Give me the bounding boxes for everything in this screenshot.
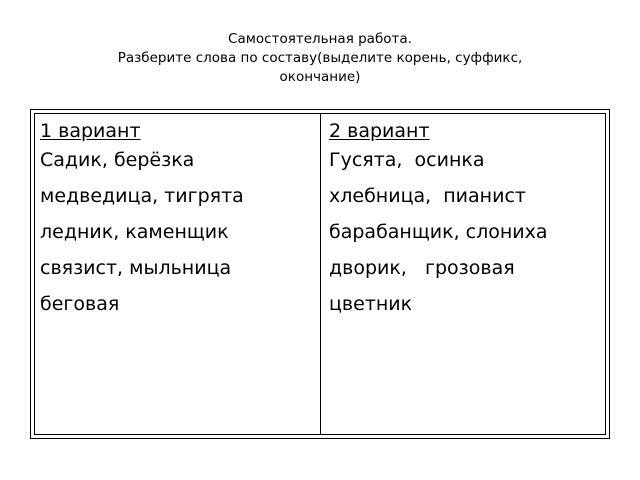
variant-2-title: 2 вариант bbox=[329, 120, 430, 142]
assignment-heading bbox=[0, 30, 640, 87]
heading-line-instruction-cont: окончание) bbox=[279, 69, 361, 85]
heading-line-title: Самостоятельная работа. bbox=[228, 31, 412, 47]
variant-2-line-1: Гусята, осинка bbox=[329, 149, 485, 171]
variant-2-line-5: цветник bbox=[329, 293, 413, 315]
variant-1-line-3: ледник, каменщик bbox=[40, 221, 229, 243]
heading-line-instruction: Разберите слова по составу(выделите корень, суффикс, bbox=[117, 50, 523, 66]
variants-table-inner bbox=[34, 113, 606, 435]
variant-2-cell bbox=[321, 114, 605, 434]
variant-1-line-1: Садик, берёзка bbox=[40, 149, 195, 171]
variants-table bbox=[30, 109, 610, 439]
variant-1-line-2: медведица, тигрята bbox=[40, 185, 244, 207]
variant-2-line-3: барабанщик, слониха bbox=[329, 221, 548, 243]
variant-1-line-4: связист, мыльница bbox=[40, 257, 232, 279]
variant-2-line-2: хлебница, пианист bbox=[329, 185, 526, 207]
variant-1-line-5: беговая bbox=[40, 293, 120, 315]
variant-1-title: 1 вариант bbox=[40, 120, 141, 142]
variant-1-cell bbox=[35, 114, 321, 434]
variant-2-line-4: дворик, грозовая bbox=[329, 257, 515, 279]
